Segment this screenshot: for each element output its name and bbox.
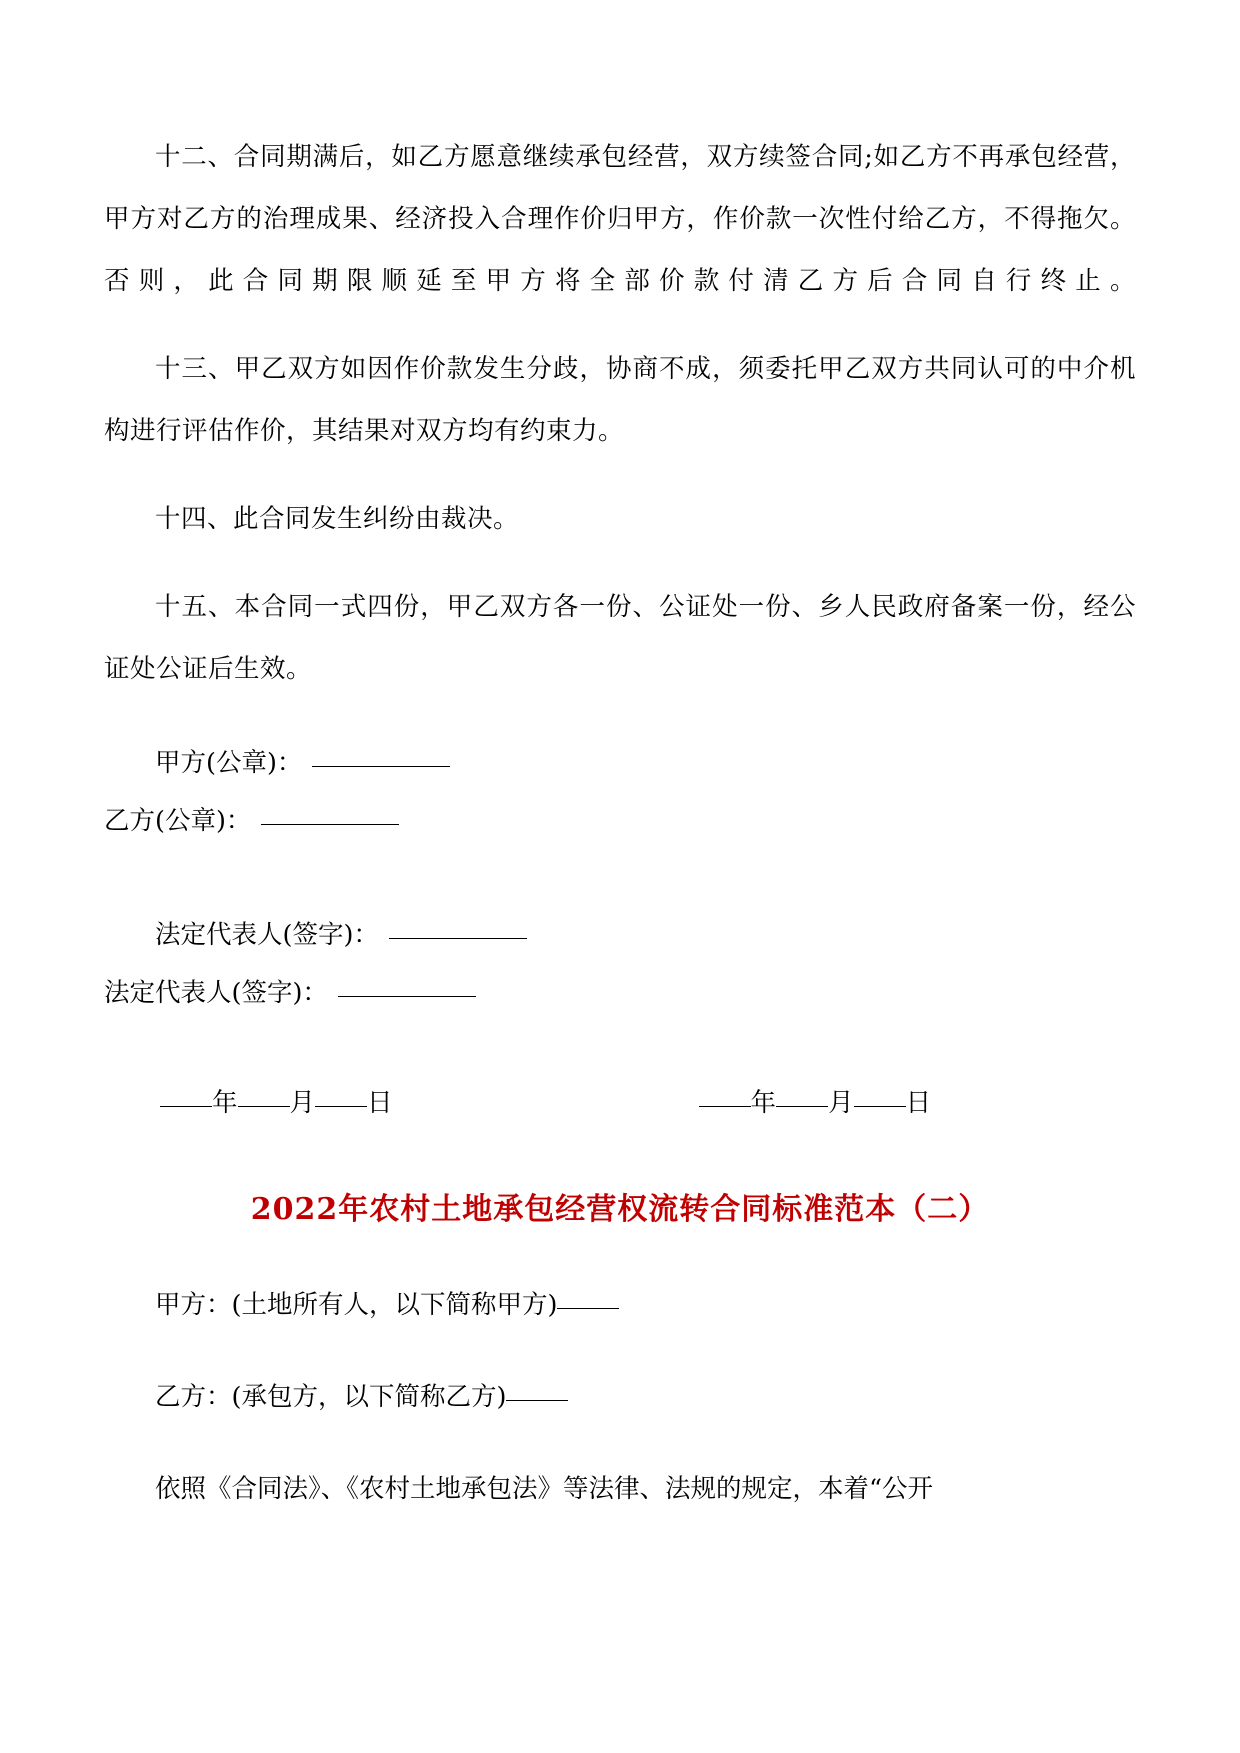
second-party-b-label: 乙方：(承包方，以下简称乙方) bbox=[155, 1382, 507, 1412]
legal-rep-b-blank[interactable] bbox=[338, 996, 476, 997]
date-left-day-blank[interactable] bbox=[315, 1106, 367, 1107]
clause-paragraph-14: 十四、此合同发生纠纷由裁决。 bbox=[155, 504, 520, 534]
date-left-year-blank[interactable] bbox=[160, 1106, 212, 1107]
party-a-seal-row bbox=[104, 734, 1136, 792]
party-b-seal-row bbox=[104, 792, 1136, 850]
signature-block bbox=[104, 734, 1136, 1126]
date-right-day-label: 日 bbox=[905, 1088, 932, 1118]
second-party-a-blank[interactable] bbox=[557, 1308, 619, 1309]
date-left-year-label: 年 bbox=[212, 1088, 238, 1118]
party-b-seal-label: 乙方(公章)： bbox=[104, 806, 252, 836]
second-section-title: 2022年农村土地承包经营权流转合同标准范本（二） bbox=[250, 1192, 990, 1227]
date-right bbox=[699, 1080, 932, 1126]
date-right-year-label: 年 bbox=[750, 1088, 777, 1118]
date-left-day-label: 日 bbox=[367, 1088, 393, 1118]
clause-paragraph-13: 十三、甲乙双方如因作价款发生分歧，协商不成，须委托甲乙双方共同认可的中介机构进行评估作价，其结果对双方均有约束力。 bbox=[104, 354, 1136, 446]
second-party-a-label: 甲方：(土地所有人，以下简称甲方) bbox=[155, 1290, 558, 1320]
date-right-month-blank[interactable] bbox=[776, 1106, 828, 1107]
date-right-day-blank[interactable] bbox=[854, 1106, 906, 1107]
date-left-month-blank[interactable] bbox=[238, 1106, 290, 1107]
document-content bbox=[104, 126, 1136, 1512]
date-left-month-label: 月 bbox=[289, 1088, 316, 1118]
party-a-seal-label: 甲方(公章)： bbox=[155, 748, 303, 778]
legal-rep-b-row bbox=[104, 964, 1136, 1022]
legal-rep-a-label: 法定代表人(签字)： bbox=[155, 920, 379, 950]
second-preamble: 依照《合同法》、《农村土地承包法》等法律、法规的规定，本着“公开 bbox=[155, 1474, 934, 1504]
date-right-year-blank[interactable] bbox=[699, 1106, 751, 1107]
legal-rep-a-blank[interactable] bbox=[389, 938, 527, 939]
party-a-seal-blank[interactable] bbox=[312, 766, 450, 767]
clause-paragraph-12: 十二、合同期满后，如乙方愿意继续承包经营，双方续签合同;如乙方不再承包经营，甲方对乙方的治理成果、经济投入合理作价归甲方，作价款一次性付给乙方，不得拖欠。否则，此合同期限顺延至甲方将全部价款付清乙方后合同自行终止。 bbox=[104, 142, 1136, 296]
party-b-seal-blank[interactable] bbox=[261, 824, 399, 825]
clause-paragraph-15: 十五、本合同一式四份，甲乙双方各一份、公证处一份、乡人民政府备案一份，经公证处公证后生效。 bbox=[104, 592, 1136, 684]
second-party-b-line bbox=[104, 1374, 1136, 1420]
legal-rep-b-label: 法定代表人(签字)： bbox=[104, 978, 328, 1008]
date-left bbox=[160, 1080, 393, 1126]
second-party-a-line bbox=[104, 1282, 1136, 1328]
date-right-month-label: 月 bbox=[828, 1088, 854, 1118]
date-row bbox=[104, 1080, 1136, 1126]
legal-rep-a-row bbox=[104, 906, 1136, 964]
second-party-b-blank[interactable] bbox=[506, 1400, 568, 1401]
